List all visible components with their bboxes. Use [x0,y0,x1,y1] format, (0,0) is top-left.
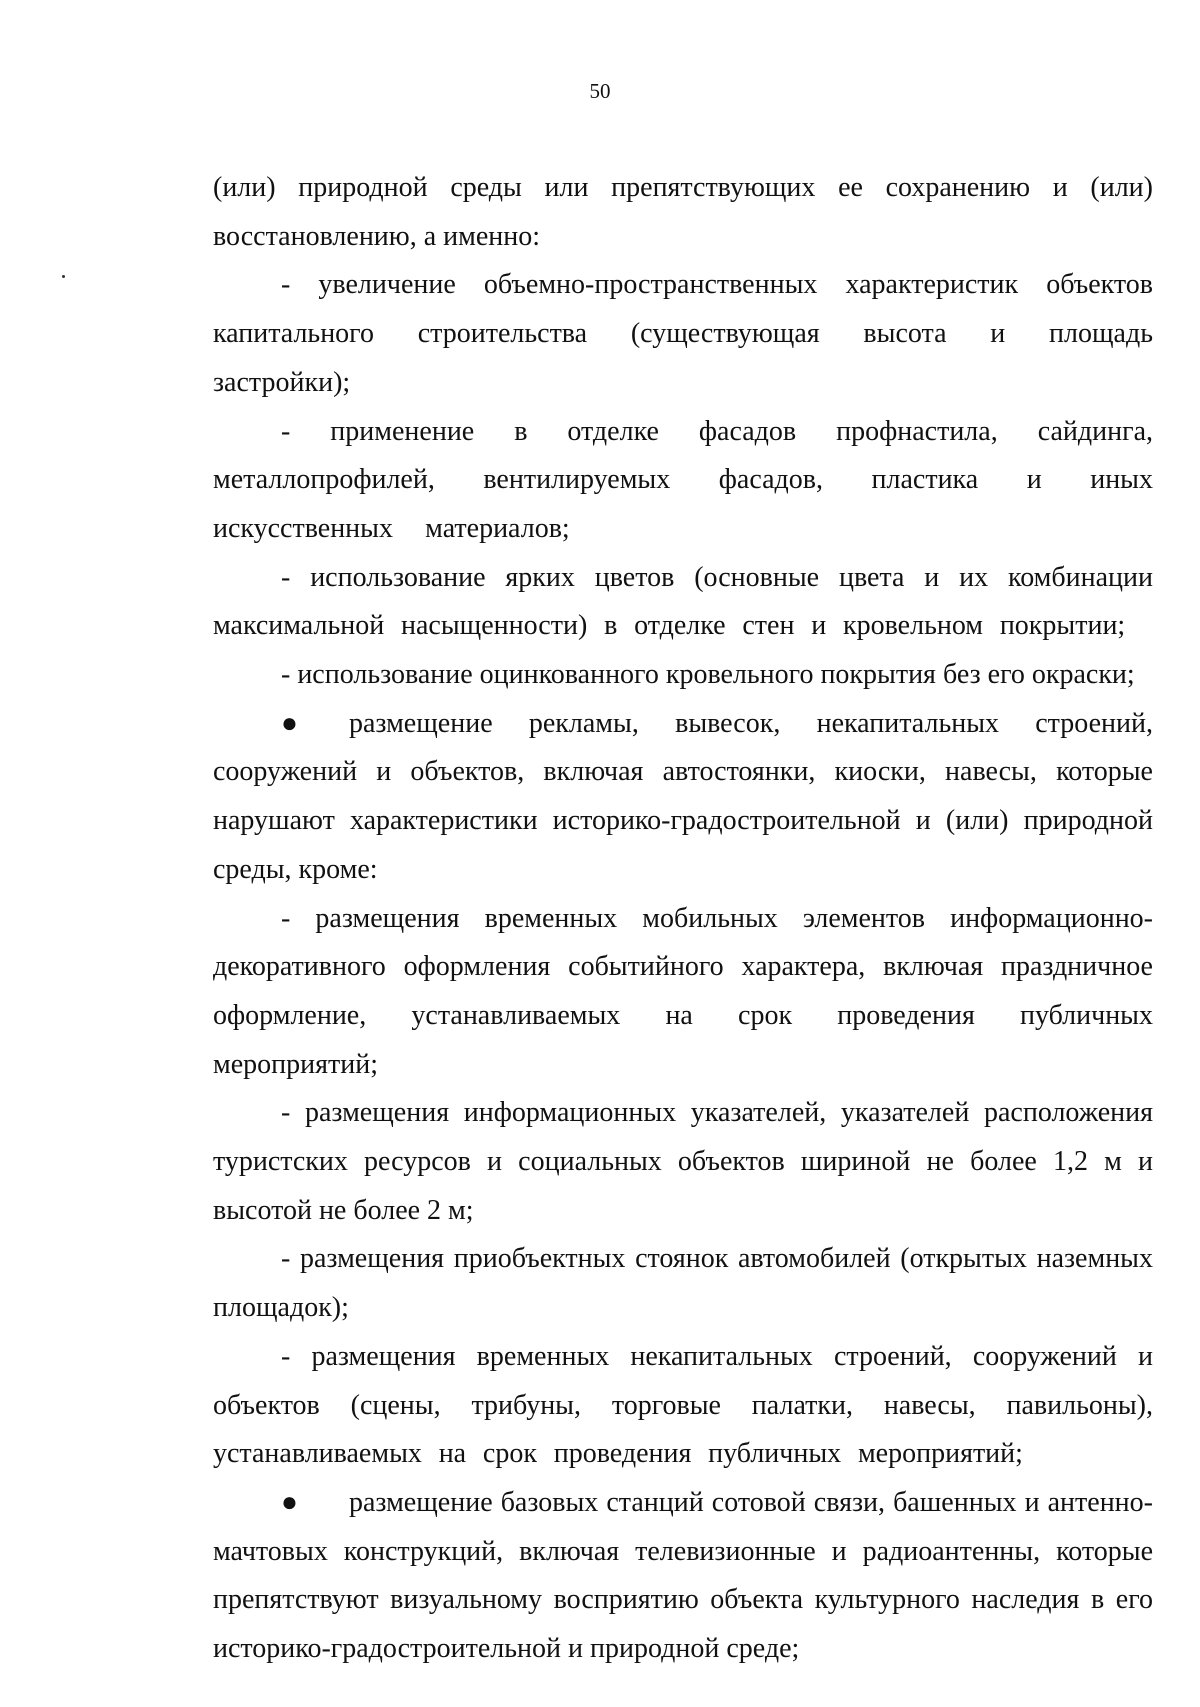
paragraph-continuation: (или) природной среды или препятствующих ее сохранению и (или) восстановлению, а именно: [213,172,1153,252]
list-item-text: размещение рекламы, вывесок, некапитальных строений, сооружений и объектов, включая автостоянки, киоски, навесы, которые нарушают характеристики историко-градостроительной и (или) природной среды, кроме: [213,707,1153,885]
list-item-dash: - размещения приобъектных стоянок автомобилей (открытых наземных площадок); [213,1243,1153,1324]
document-body [213,164,1153,1674]
list-item-bullet [213,1479,1153,1674]
list-item-dash: - размещения временных некапитальных строений, сооружений и объектов (сцены, трибуны, торговые палатки, навесы, павильоны), устанавливаемых на срок проведения публичных мероприятий; [213,1340,1153,1470]
list-item-dash: - размещения временных мобильных элементов информационно-декоративного оформления событийного характера, включая праздничное оформление, устанавливаемых на срок проведения публичных мероприятий; [213,902,1153,1080]
list-item-dash: - использование оцинкованного кровельного покрытия без его окраски; [281,659,1135,691]
bullet-icon: ● [281,707,298,739]
page-number: 50 [589,79,611,103]
list-item-dash: - увеличение объемно-пространственных характеристик объектов капитального строительства (существующая высота и площадь застройки); [213,269,1153,398]
scan-speck-mark [62,275,65,278]
list-item-dash: - применение в отделке фасадов профнастила, сайдинга, металлопрофилей, вентилируемых фасадов, пластика и иных искусственных материалов; [213,415,1153,544]
list-item-dash: - использование ярких цветов (основные цвета и их комбинации максимальной насыщенности) в отделке стен и кровельном покрытии; [213,561,1153,642]
list-item-dash: - размещения информационных указателей, указателей расположения туристских ресурсов и социальных объектов шириной не более 1,2 м и высотой не более 2 м; [213,1097,1153,1226]
list-item-text: размещение базовых станций сотовой связи, башенных и антенно-мачтовых конструкций, включая телевизионные и радиоантенны, которые препятствуют визуальному восприятию объекта культурного наследия в его историко-градостроительной и природной среде; [213,1486,1153,1665]
bullet-icon: ● [281,1486,298,1518]
list-item-bullet [213,700,1153,895]
